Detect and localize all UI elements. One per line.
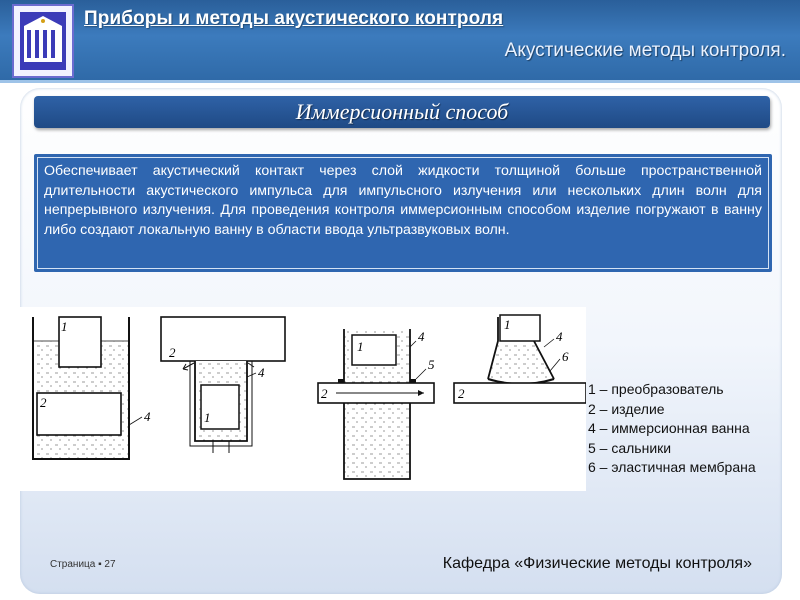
label-c5: 5: [428, 357, 435, 372]
scheme-a-immersion-bath: [33, 317, 151, 459]
label-c1: 1: [357, 339, 364, 354]
label-d2: 2: [458, 386, 465, 401]
legend-item-seals: 5 – сальники: [588, 439, 672, 456]
immersion-schemes-figure: [18, 307, 586, 491]
label-c2: 2: [321, 386, 328, 401]
legend-item-membrane: 6 – эластичная мембрана: [588, 459, 756, 475]
legend-item-product: 2 – изделие: [588, 400, 665, 417]
slide-title: Иммерсионный способ: [295, 99, 509, 124]
label-d1: 1: [504, 317, 511, 332]
legend-item-transducer: 1 – преобразователь: [588, 381, 724, 397]
header-band: [0, 0, 800, 80]
scheme-b-attached-bath: [161, 317, 285, 453]
university-logo: [12, 4, 74, 78]
description-text: Обеспечивает акустический контакт через слой жидкости толщиной больше пространственной длительности акустического импульса для импульсного излучения или нескольких длин волн для непрерывного излучения. Для проведения контроля иммерсионным способом изделие погружают в ванну либо создают локальную ванну в области ввода ультразвуковых волн.: [44, 163, 762, 238]
label-a2: 2: [40, 395, 47, 410]
department-footer: Кафедра «Физические методы контроля»: [442, 555, 752, 572]
label-d6: 6: [562, 349, 569, 364]
page-number: Страница ▪ 27: [50, 559, 116, 570]
section-subtitle: Акустические методы контроля.: [504, 40, 786, 61]
description-frame: [37, 157, 769, 269]
label-b1: 1: [204, 410, 211, 425]
label-a1: 1: [61, 319, 68, 334]
figure-legend: [588, 380, 800, 478]
label-c4: 4: [418, 329, 425, 344]
legend-item-immersion-bath: 4 – иммерсионная ванна: [588, 420, 750, 436]
slide-title-bar: [34, 96, 770, 128]
label-d4: 4: [556, 329, 563, 344]
scheme-c-through-bath: [318, 329, 435, 479]
label-a4: 4: [144, 409, 151, 424]
header-divider: [0, 80, 800, 83]
presentation-title: Приборы и методы акустического контроля: [84, 8, 504, 29]
scheme-d-local-bath-membrane: [454, 315, 586, 403]
description-box: [34, 154, 772, 272]
label-b4: 4: [258, 365, 265, 380]
label-b2: 2: [169, 345, 176, 360]
